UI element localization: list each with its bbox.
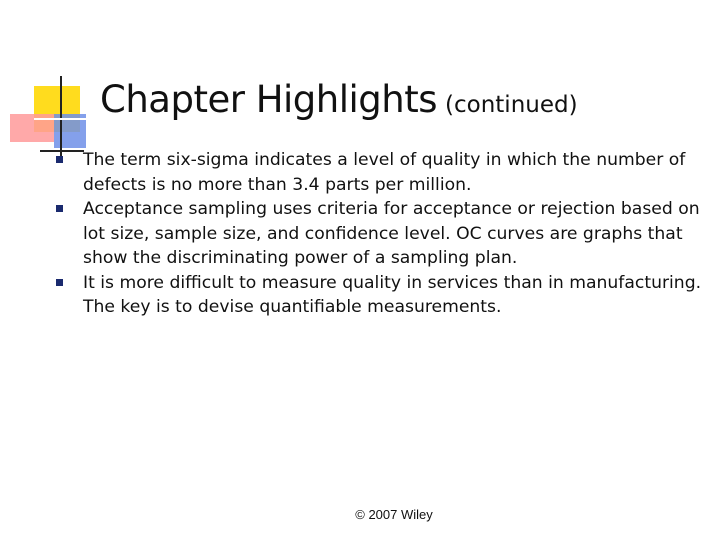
bullet-item	[56, 197, 706, 271]
bullet-marker-icon	[56, 156, 63, 163]
footer	[0, 507, 720, 522]
title-main: Chapter Highlights	[100, 78, 438, 121]
bullet-marker-icon	[56, 279, 63, 286]
bullet-item	[56, 148, 706, 197]
logo-horizontal-line	[34, 118, 94, 120]
bullet-text: It is more difficult to measure quality in services than in manufacturing. The key is to devise quantifiable measurements.	[83, 272, 702, 317]
decorative-logo	[0, 0, 100, 170]
slide-title	[100, 78, 578, 121]
bullet-text: Acceptance sampling uses criteria for acceptance or rejection based on lot size, sample size, and confidence level. OC curves are graphs that show the discriminating power of a sampling plan.	[83, 199, 700, 268]
copyright-text: © 2007 Wiley	[355, 507, 433, 522]
bullet-marker-icon	[56, 205, 63, 212]
bullet-text: The term six-sigma indicates a level of quality in which the number of defects is no more than 3.4 parts per million.	[83, 150, 686, 195]
bullet-list	[56, 148, 706, 320]
bullet-item	[56, 271, 706, 320]
title-suffix: (continued)	[445, 92, 578, 118]
